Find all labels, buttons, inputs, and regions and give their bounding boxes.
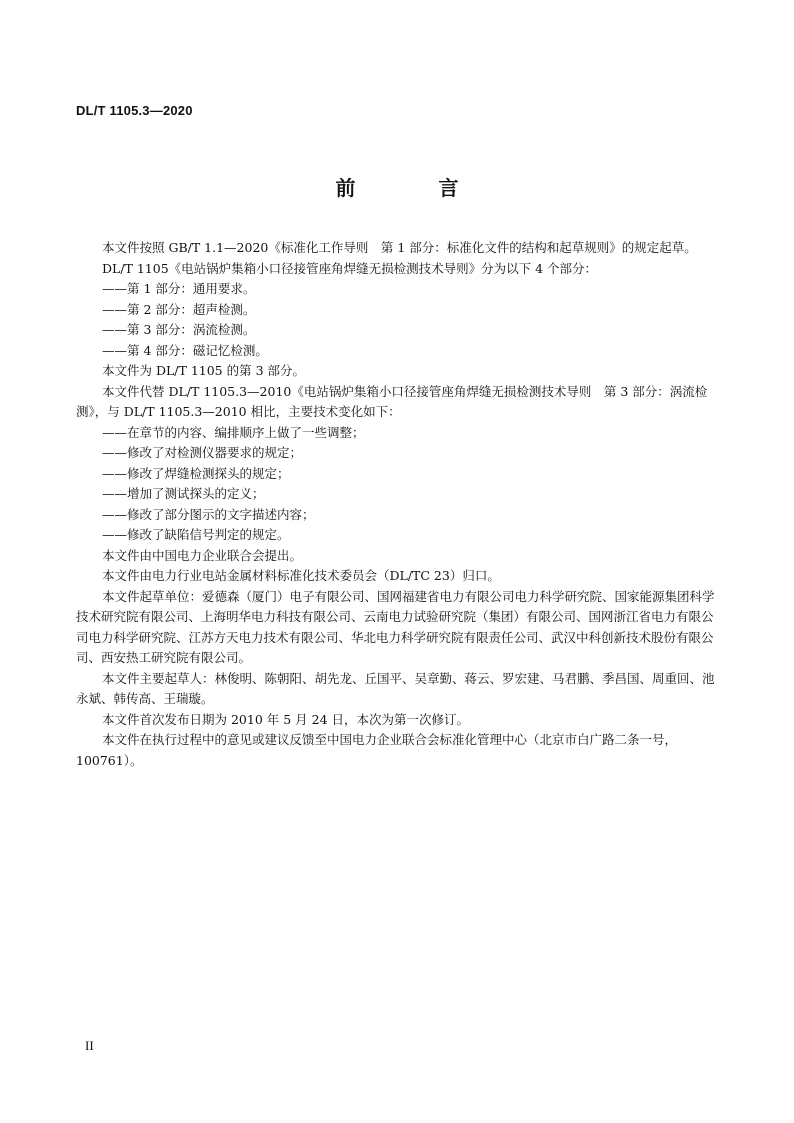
paragraph: 本文件起草单位：爱德森（厦门）电子有限公司、国网福建省电力有限公司电力科学研究院、国家能源集团科学技术研究院有限公司、上海明华电力科技有限公司、云南电力试验研究院（集团）有限公司、国网浙江省电力有限公司电力科学研究院、江苏方天电力技术有限公司、华北电力科学研究院有限责任公司、武汉中科创新技术股份有限公司、西安热工研究院有限公司。: [76, 588, 715, 665]
paragraph: ——第 1 部分：通用要求。: [102, 281, 256, 296]
paragraph: DL/T 1105《电站锅炉集箱小口径接管座角焊缝无损检测技术导则》分为以下 4 个部分：: [102, 260, 598, 276]
paragraph: 本文件主要起草人：林俊明、陈朝阳、胡先龙、丘国平、吴章勤、蒋云、罗宏建、马君鹏、季昌国、周重回、池永斌、韩传高、王瑞璇。: [76, 670, 715, 706]
foreword-body: [76, 238, 716, 771]
page-number: II: [85, 1038, 94, 1053]
paragraph: 本文件由电力行业电站金属材料标准化技术委员会（DL/TC 23）归口。: [102, 568, 500, 583]
paragraph: 本文件首次发布日期为 2010 年 5 月 24 日，本次为第一次修订。: [102, 711, 470, 727]
paragraph: ——修改了部分图示的文字描述内容；: [102, 506, 315, 522]
paragraph: ——修改了缺陷信号判定的规定。: [102, 527, 290, 542]
paragraph: 本文件按照 GB/T 1.1—2020《标准化工作导则 第 1 部分：标准化文件的结构和起草规则》的规定起草。: [102, 240, 697, 255]
paragraph: 本文件由中国电力企业联合会提出。: [102, 547, 303, 563]
paragraph: 本文件代替 DL/T 1105.3—2010《电站锅炉集箱小口径接管座角焊缝无损检测技术导则 第 3 部分：涡流检测》，与 DL/T 1105.3—2010 相比，主要技术变化如下：: [76, 383, 708, 419]
paragraph: ——在章节的内容、编排顺序上做了一些调整；: [102, 424, 365, 440]
paragraph: ——第 3 部分：涡流检测。: [102, 322, 256, 337]
paragraph: ——修改了焊缝检测探头的规定；: [102, 465, 290, 481]
paragraph: ——第 4 部分：磁记忆检测。: [102, 342, 268, 358]
document-id-header: DL/T 1105.3—2020: [76, 103, 193, 118]
paragraph: ——增加了测试探头的定义；: [102, 486, 265, 501]
paragraph: 本文件为 DL/T 1105 的第 3 部分。: [102, 363, 306, 378]
section-title: 前 言: [335, 176, 497, 200]
paragraph: 本文件在执行过程中的意见或建议反馈至中国电力企业联合会标准化管理中心（北京市白广路二条一号，100761）。: [76, 732, 678, 768]
paragraph: ——修改了对检测仪器要求的规定；: [102, 445, 303, 460]
paragraph: ——第 2 部分：超声检测。: [102, 301, 256, 317]
